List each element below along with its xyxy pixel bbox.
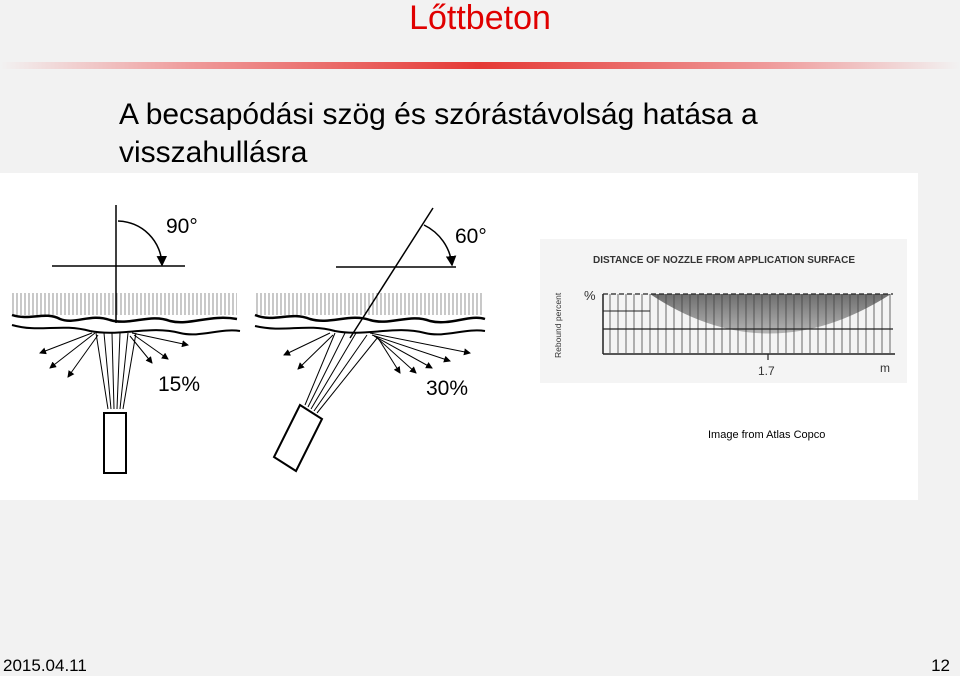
right-angle-label: 60°: [455, 225, 487, 248]
graph-y-unit: %: [584, 288, 596, 303]
right-concrete-layer: [255, 293, 483, 315]
rebound-distance-graph: [540, 239, 907, 383]
footer-date: 2015.04.11: [3, 656, 87, 675]
left-spray-lines: [96, 333, 136, 409]
left-substrate-line: [12, 325, 240, 334]
right-nozzle: [274, 405, 322, 471]
right-impact-diagram: [255, 208, 487, 471]
graph-title: DISTANCE OF NOZZLE FROM APPLICATION SURFACE: [593, 255, 856, 266]
graph-x-value-label: 1.7: [758, 364, 775, 378]
left-concrete-layer: [12, 293, 237, 315]
slide-title: Lőttbeton: [409, 0, 551, 37]
image-credit: Image from Atlas Copco: [708, 429, 826, 441]
slide-heading: A becsapódási szög és szórástávolság hatása a visszahullásra: [119, 98, 758, 169]
left-nozzle: [104, 413, 126, 473]
page-number: 12: [931, 656, 950, 675]
right-rebound-label: 30%: [426, 377, 469, 400]
right-spray-lines: [305, 333, 378, 413]
graph-y-axis-label: Rebound percent: [553, 292, 563, 358]
left-rebound-label: 15%: [158, 373, 201, 396]
right-surface-line: [255, 315, 485, 322]
left-angle-label: 90°: [166, 215, 198, 238]
right-angle-arc: [424, 225, 452, 265]
figure-panel: [0, 173, 918, 500]
left-surface-line: [12, 315, 237, 322]
left-angle-arc: [118, 221, 162, 265]
rebound-figure: [0, 173, 918, 500]
title-divider: [0, 62, 960, 69]
graph-x-unit: m: [880, 361, 890, 375]
left-rebound-arrows: [40, 333, 188, 377]
left-impact-diagram: [12, 205, 240, 473]
